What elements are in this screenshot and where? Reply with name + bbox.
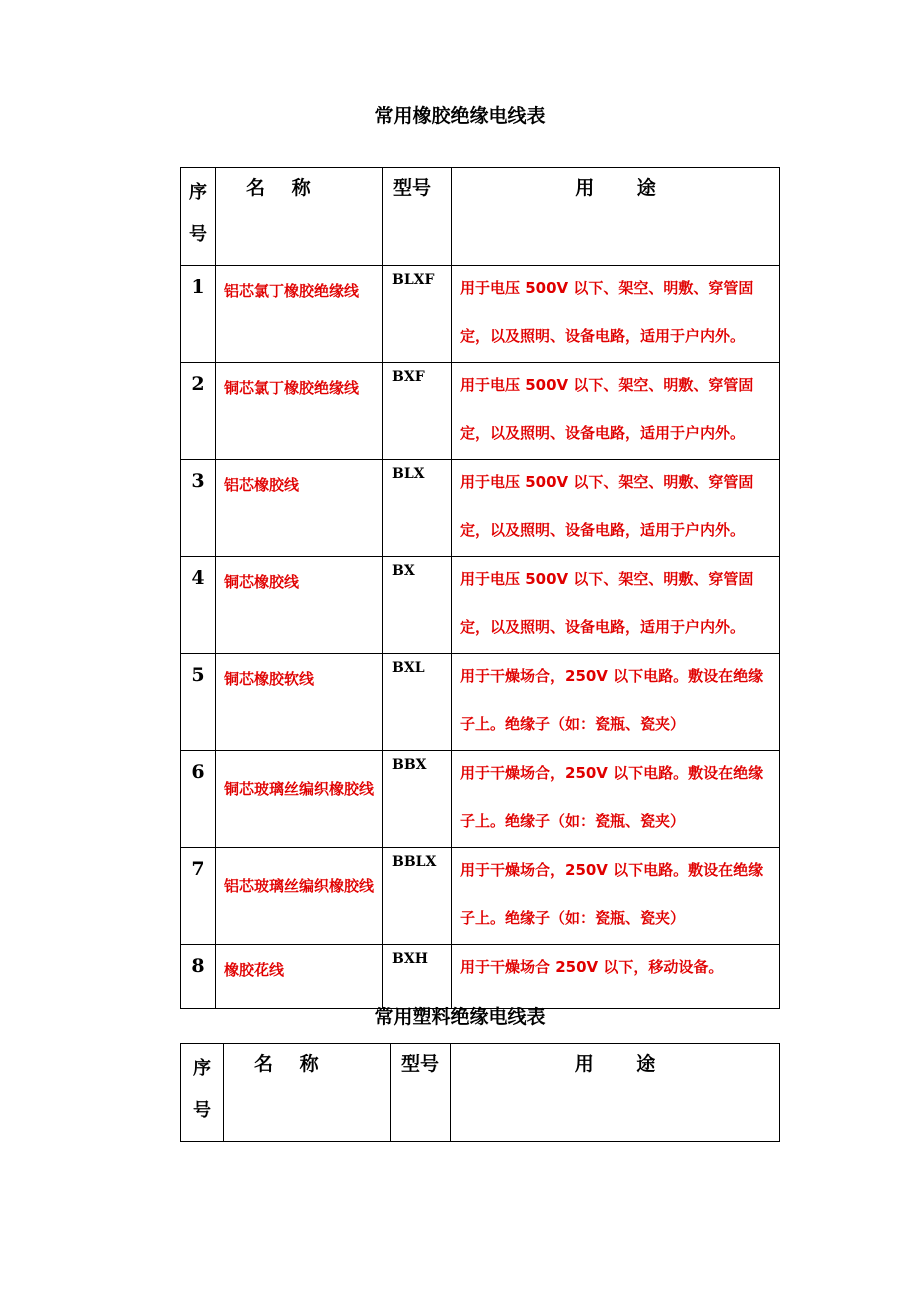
header-use: 用 途 [451, 1044, 780, 1142]
header-name: 名 称 [216, 168, 383, 266]
row-number: 2 [181, 363, 216, 460]
row-number: 6 [181, 751, 216, 848]
row-number: 4 [181, 557, 216, 654]
row-model: BXF [383, 363, 452, 460]
table-row [181, 945, 780, 1009]
row-model: BBX [383, 751, 452, 848]
header-use: 用 途 [452, 168, 780, 266]
header-model: 型号 [391, 1044, 451, 1142]
table-row [181, 654, 780, 751]
table-row [181, 363, 780, 460]
row-use: 用于干燥场合，250V 以下电路。敷设在绝缘子上。绝缘子（如：瓷瓶、瓷夹） [452, 751, 780, 848]
table-row [181, 557, 780, 654]
rubber-wire-table [180, 167, 780, 1009]
row-use: 用于干燥场合 250V 以下，移动设备。 [452, 945, 780, 1009]
row-use: 用于电压 500V 以下、架空、明敷、穿管固定，以及照明、设备电路，适用于户内外。 [452, 266, 780, 363]
table-row [181, 266, 780, 363]
header-model: 型号 [383, 168, 452, 266]
row-number: 1 [181, 266, 216, 363]
row-name: 铜芯玻璃丝编织橡胶线 [216, 751, 383, 848]
row-model: BBLX [383, 848, 452, 945]
row-model: BX [383, 557, 452, 654]
row-name: 铝芯氯丁橡胶绝缘线 [216, 266, 383, 363]
table-header-row [181, 168, 780, 266]
header-name: 名 称 [224, 1044, 391, 1142]
row-model: BXH [383, 945, 452, 1009]
rubber-table-title: 常用橡胶绝缘电线表 [374, 105, 546, 127]
table-row [181, 848, 780, 945]
header-serial-number: 序 号 [181, 168, 216, 266]
row-model: BLX [383, 460, 452, 557]
row-number: 8 [181, 945, 216, 1009]
row-use: 用于干燥场合，250V 以下电路。敷设在绝缘子上。绝缘子（如：瓷瓶、瓷夹） [452, 848, 780, 945]
row-name: 铜芯橡胶软线 [216, 654, 383, 751]
header-serial-number: 序 号 [181, 1044, 224, 1142]
row-use: 用于电压 500V 以下、架空、明敷、穿管固定，以及照明、设备电路，适用于户内外。 [452, 460, 780, 557]
row-name: 铝芯橡胶线 [216, 460, 383, 557]
row-name: 橡胶花线 [216, 945, 383, 1009]
row-number: 5 [181, 654, 216, 751]
plastic-wire-table [180, 1043, 780, 1142]
row-model: BXL [383, 654, 452, 751]
row-name: 铜芯橡胶线 [216, 557, 383, 654]
table-row [181, 751, 780, 848]
row-use: 用于电压 500V 以下、架空、明敷、穿管固定，以及照明、设备电路，适用于户内外。 [452, 557, 780, 654]
row-name: 铜芯氯丁橡胶绝缘线 [216, 363, 383, 460]
row-use: 用于干燥场合，250V 以下电路。敷设在绝缘子上。绝缘子（如：瓷瓶、瓷夹） [452, 654, 780, 751]
plastic-table-title: 常用塑料绝缘电线表 [374, 1006, 546, 1028]
row-number: 7 [181, 848, 216, 945]
row-model: BLXF [383, 266, 452, 363]
table-row [181, 460, 780, 557]
row-number: 3 [181, 460, 216, 557]
row-name: 铝芯玻璃丝编织橡胶线 [216, 848, 383, 945]
table-header-row [181, 1044, 780, 1142]
row-use: 用于电压 500V 以下、架空、明敷、穿管固定，以及照明、设备电路，适用于户内外。 [452, 363, 780, 460]
